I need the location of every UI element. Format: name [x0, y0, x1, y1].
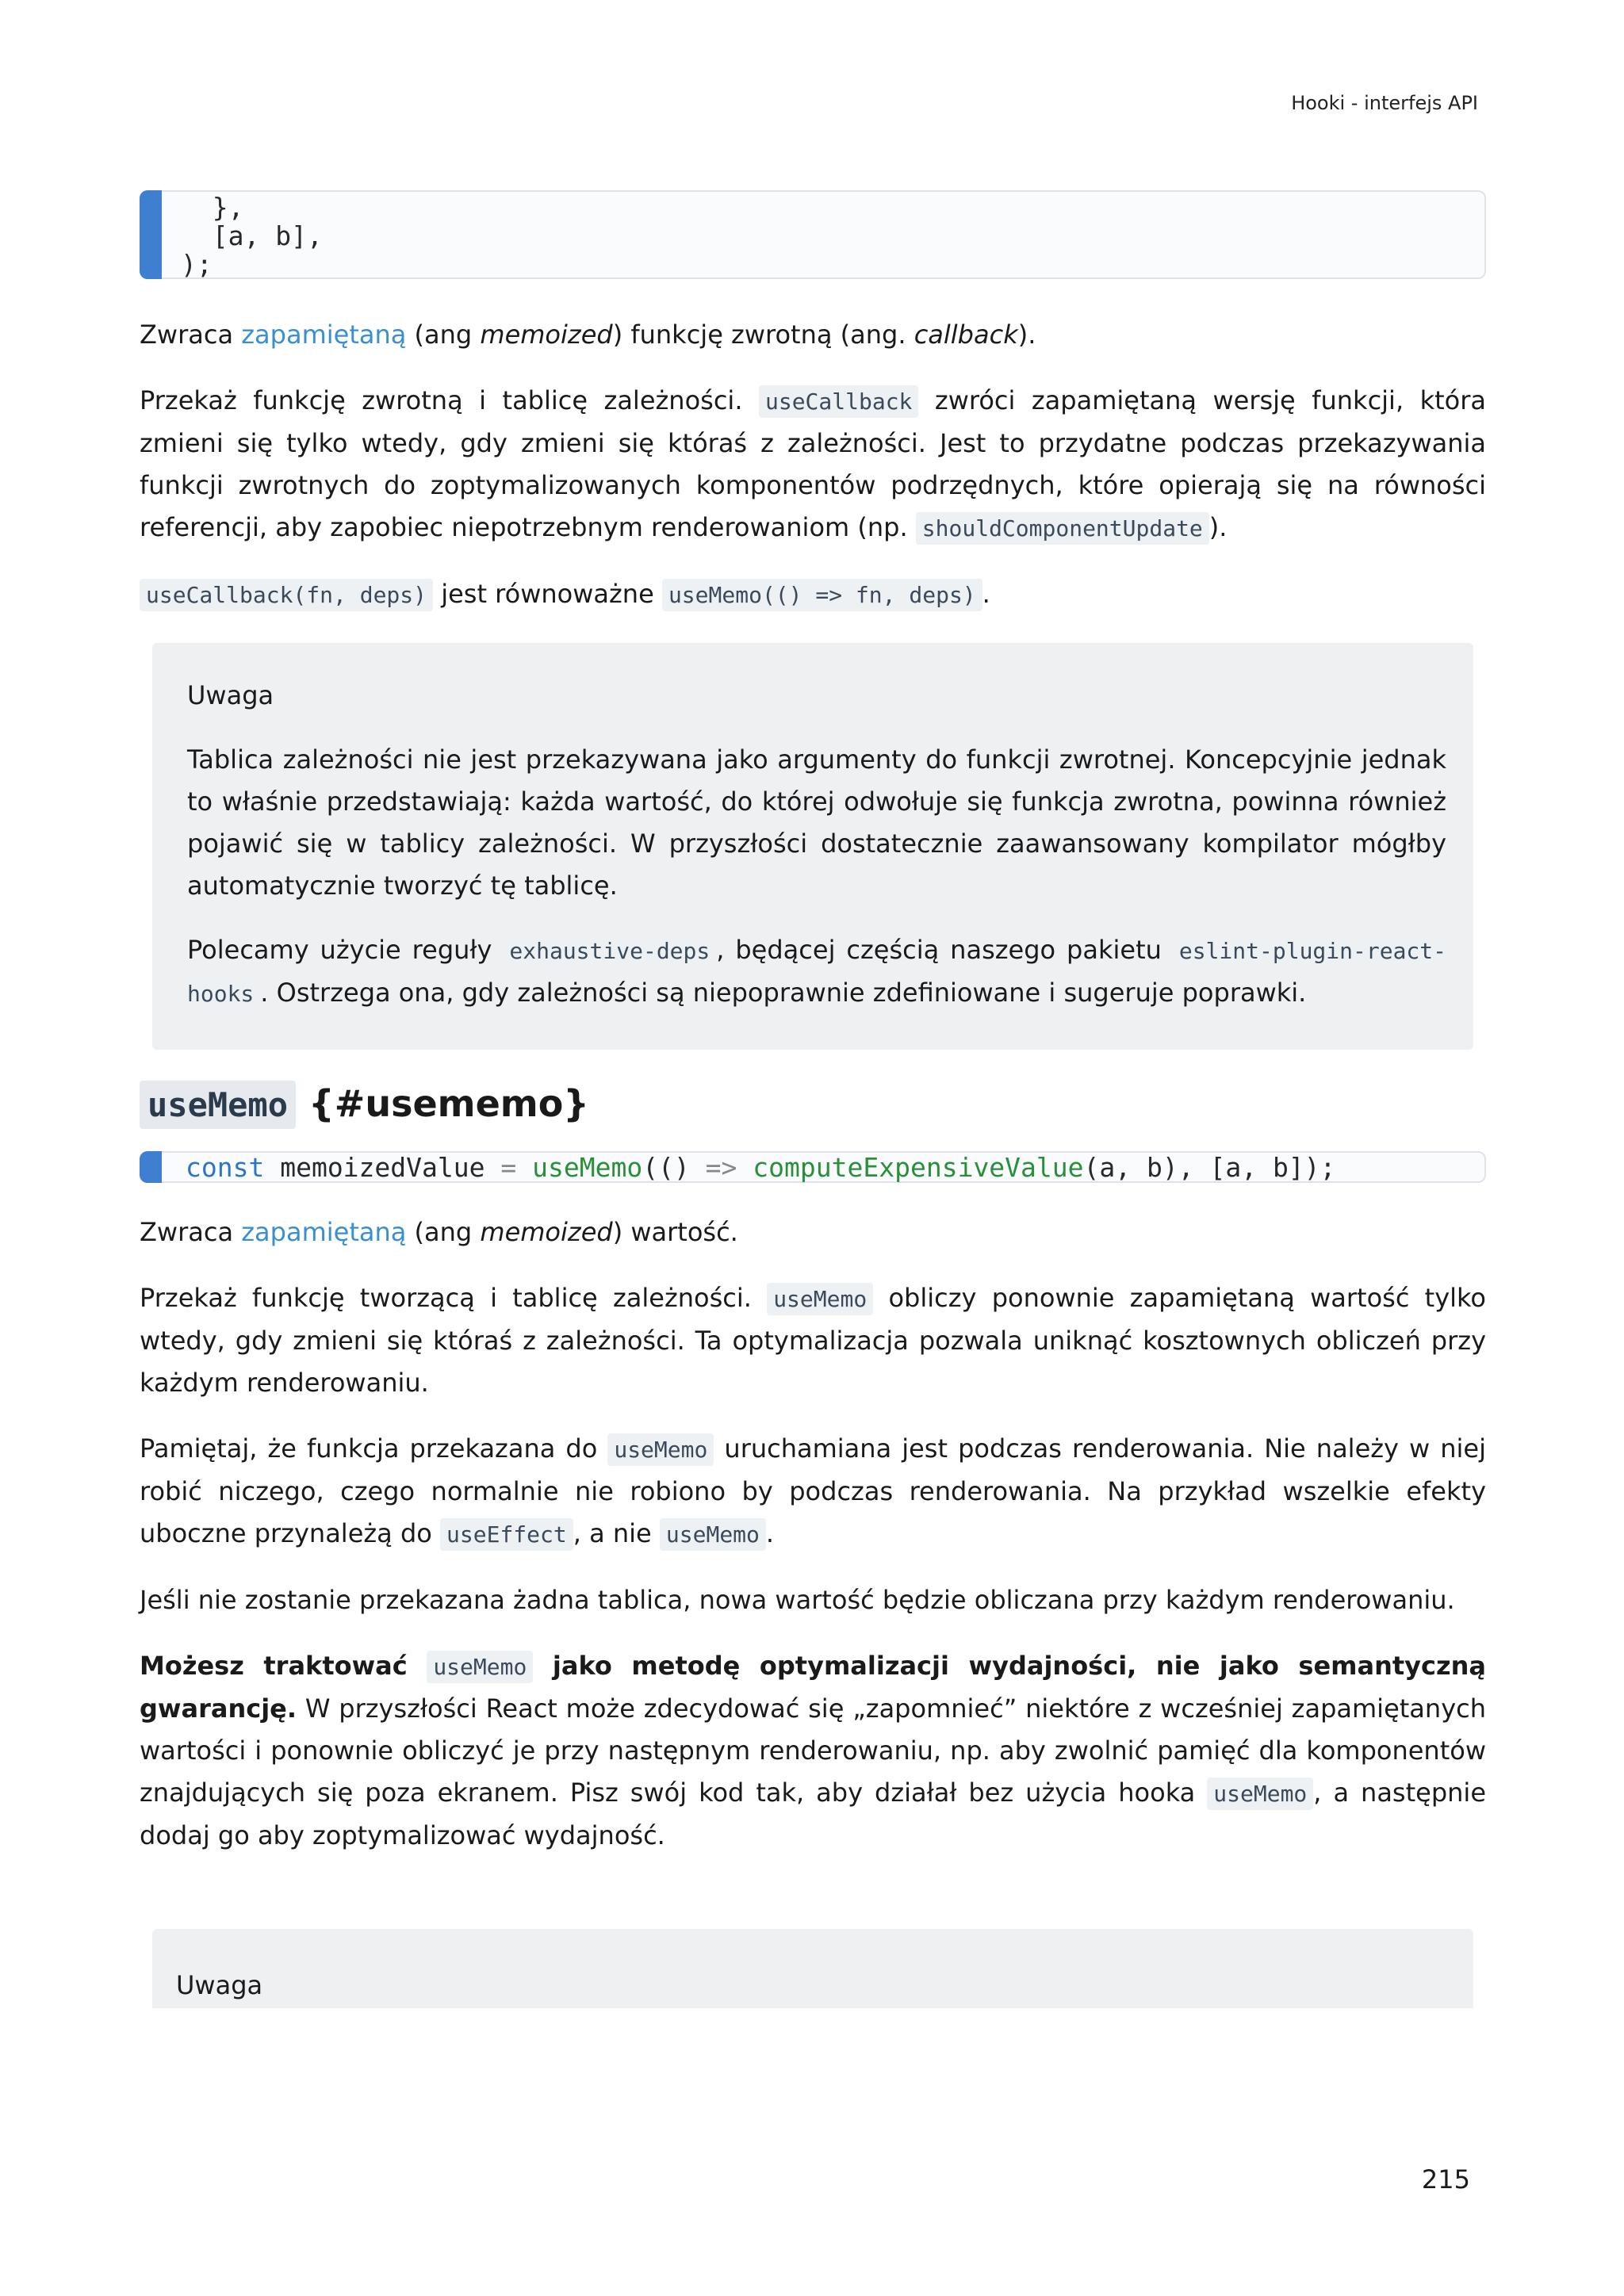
running-header: Hooki - interfejs API	[1291, 92, 1478, 114]
inline-code: exhaustive-deps	[503, 935, 716, 967]
inline-code: eslint-plugin-react-hooks	[187, 935, 1446, 1010]
code-line: [a, b],	[181, 220, 323, 251]
code-line: );	[181, 249, 213, 280]
paragraph-remember: Pamiętaj, że funkcja przekazana do useMemo uruchamiana jest podczas renderowania. Nie należy w niej robić niczego, czego normalnie nie robiono by podczas renderowania. Na przykład wszelkie efekty uboczne przynależą do useEffect , a nie useMemo .	[140, 1428, 1486, 1556]
inline-code: useCallback(fn, deps)	[140, 579, 433, 611]
note-paragraph: Tablica zależności nie jest przekazywana jako argumenty do funkcji zwrotnej. Koncepcyjnie jednak to właśnie przedstawiają: każda wartość, do której odwołuje się funkcja zwrotna, powinna również pojawić się w tablicy zależności. W przyszłości dostatecznie zaawansowany kompilator mógłby automatycznie tworzyć tę tablicę.	[187, 744, 1446, 901]
section-heading-usememo: useMemo {#usememo}	[140, 1080, 1486, 1129]
link-memoized[interactable]: zapamiętaną	[241, 320, 407, 350]
paragraph-no-array: Jeśli nie zostanie przekazana żadna tablica, nowa wartość będzie obliczana przy każdym renderowaniu.	[140, 1585, 1455, 1615]
paragraph-equivalence: useCallback(fn, deps) jest równoważne useMemo(() => fn, deps) .	[140, 573, 1486, 616]
note-box	[152, 643, 1473, 1050]
inline-code: useMemo	[607, 1433, 714, 1466]
note-title: Uwaga	[176, 1970, 263, 2000]
page-number: 215	[1421, 2164, 1470, 2195]
inline-code: useMemo	[767, 1283, 873, 1315]
heading-code: useMemo	[140, 1081, 296, 1129]
inline-code: useMemo	[660, 1518, 766, 1551]
code-block-use-memo: const memoizedValue = useMemo(() => computeExpensiveValue(a, b), [a, b]);	[140, 1151, 1486, 1183]
note-paragraph: Polecamy użycie reguły exhaustive-deps , będącej częścią naszego pakietu eslint-plugin-react-hooks . Ostrzega ona, gdy zależności są niepoprawnie zdefiniowane i sugeruje poprawki.	[187, 929, 1446, 1015]
inline-code: useMemo	[427, 1651, 533, 1683]
inline-code: useMemo	[1207, 1777, 1313, 1810]
inline-code: useEffect	[440, 1518, 573, 1551]
code-block-use-callback	[140, 190, 1486, 279]
inline-code: useMemo(() => fn, deps)	[662, 579, 982, 611]
code-line: },	[181, 192, 244, 223]
code-block-accent-bar	[140, 190, 162, 279]
paragraph-pass-callback: Przekaż funkcję zwrotną i tablicę zależności. useCallback zwróci zapamiętaną wersję funkcji, która zmieni się tylko wtedy, gdy zmieni się któraś z zależności. Jest to przydatne podczas przekazywania funkcji zwrotnych do zoptymalizowanych komponentów podrzędnych, które opierają się na równości referencji, aby zapobiec niepotrzebnym renderowaniom (np. shouldComponentUpdate ).	[140, 380, 1486, 549]
inline-code: useCallback	[759, 385, 918, 418]
paragraph-returns-callback: Zwraca zapamiętaną (ang memoized) funkcję zwrotną (ang. callback).	[140, 320, 1036, 350]
paragraph-pass-create: Przekaż funkcję tworzącą i tablicę zależności. useMemo obliczy ponownie zapamiętaną wartość tylko wtedy, gdy zmieni się któraś z zależności. Ta optymalizacja pozwala uniknąć kosztownych obliczeń przy każdym renderowaniu.	[140, 1283, 1487, 1398]
inline-code: shouldComponentUpdate	[916, 512, 1209, 545]
paragraph-returns-value: Zwraca zapamiętaną (ang memoized) wartość.	[140, 1217, 738, 1247]
note-title: Uwaga	[187, 680, 274, 710]
code-block-accent-bar	[140, 1151, 162, 1183]
link-memoized[interactable]: zapamiętaną	[241, 1217, 407, 1247]
page-content	[140, 190, 1486, 1857]
note-box	[152, 1929, 1473, 2008]
paragraph-optimization: Możesz traktować useMemo jako metodę optymalizacji wydajności, nie jako semantyczną gwarancję. W przyszłości React może zdecydować się „zapomnieć” niektóre z wcześniej zapamiętanych wartości i ponownie obliczyć je przy następnym renderowaniu, np. aby zwolnić pamięć dla komponentów znajdujących się poza ekranem. Pisz swój kod tak, aby działał bez użycia hooka useMemo , a następnie dodaj go aby zoptymalizować wydajność.	[140, 1651, 1487, 1850]
